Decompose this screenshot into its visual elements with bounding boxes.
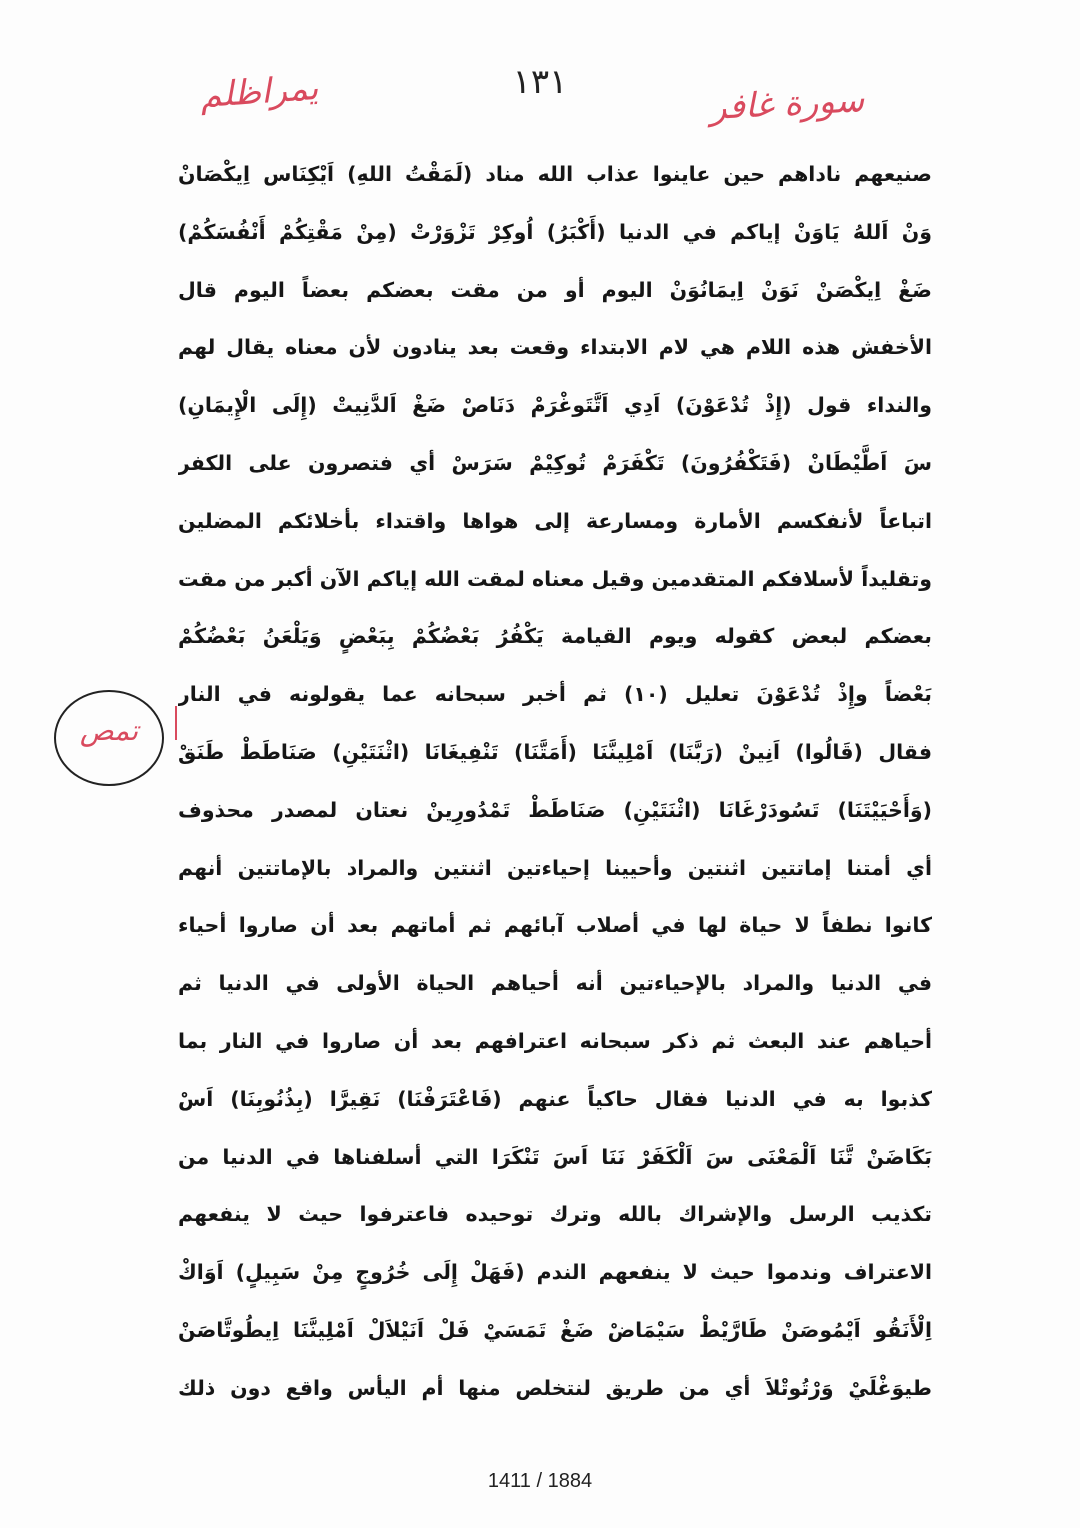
text-line: فقال (قَالُوا) اَنِينْ (رَبَّنَا) اَمْلِينَّنَا (أَمَتَّنَا) تَنْفِيغَانَا (اثْنَتَيْنِ) صَنَاطَطْ طَنَقْ <box>178 739 932 764</box>
handwritten-note-left: يمراظلم <box>198 67 320 117</box>
text-line: بَعْضاً وإِذْ تُدْعَوْنَ تعليل (١٠) ثم أخبر سبحانه عما يقولونه في النار <box>178 682 932 707</box>
text-line: بعضكم لبعض كقوله ويوم القيامة يَكْفُرُ بَعْضُكُمْ بِبَعْضٍ وَيَلْعَنُ بَعْضُكُمْ <box>178 624 932 649</box>
text-line: سَ اَطَّيْطَانْ (فَتَكْفُرُونَ) تَكْفَرَمْ تُوكِيْمْ سَرَسْ أي فتصرون على الكفر <box>178 450 932 475</box>
text-line: اِلْأَنَقُو اَيْمُوصَنْ طَارَّيْطْ سَيْمَاضْ ضَغْ تَمَسَيْ فَلْ اَنَيْلاَلْ اَمْلِينَّنَا اِيطُوتَّاصَنْ <box>178 1317 932 1342</box>
text-line: كذبوا به في الدنيا فقال حاكياً عنهم (فَاعْتَرَفْنَا) نَقِيرَّا (بِذُنُوبِنَا) اَسْ <box>178 1086 932 1111</box>
text-line: تكذيب الرسل والإشراك بالله وترك توحيده فاعترفوا حيث لا ينفعهم <box>178 1202 932 1227</box>
margin-note-text: تمص <box>79 714 139 747</box>
text-line: وتقليداً لأسلافكم المتقدمين وقيل معناه لمقت الله إياكم الآن أكبر من مقت <box>178 566 932 591</box>
text-line: طيوَغْلَيْ وَرْتُوتْلاَ أي من طريق لنتخلص منها أم اليأس واقع دون ذلك <box>178 1375 932 1400</box>
text-line: ضَغْ اِيكْصَنْ نَوَنْ اِيمَانُوَنْ اليوم أو من مقت بعضكم بعضاً اليوم قال <box>178 277 932 302</box>
text-line: بَكَاضَنْ تَّنَا اَلْمَعْنَى سَ اَلْكَفَرْ نَنَا اَسَ تَنْكَرَا التي أسلفناها في الدنيا من <box>178 1144 932 1169</box>
text-line: صنيعهم ناداهم حين عاينوا عذاب الله مناد (لَمَقْتُ اللهِ) اَيْكِنَاس اِيكْصَانْ <box>178 162 932 186</box>
text-line: أي أمتنا إماتتين اثنتين وأحيينا إحياءتين اثنتين والمراد بالإماتتين أنهم <box>178 855 932 880</box>
text-line: الأخفش هذه اللام هي لام الابتداء وقعت بعد ينادون لأن معناه يقال لهم <box>178 335 932 360</box>
page-indicator: 1411 / 1884 <box>487 1470 593 1492</box>
text-body <box>178 146 932 1418</box>
text-line: أحياهم عند البعث ثم ذكر سبحانه اعترافهم بعد أن صاروا في النار بما <box>178 1028 932 1053</box>
text-line: الاعتراف وندموا حيث لا ينفعهم الندم (فَهَلْ إِلَى خُرُوجٍ مِنْ سَبِيلٍ) اَوَاكْ <box>178 1260 932 1285</box>
text-line: في الدنيا والمراد بالإحياءتين أنه أحياهم الحياة الأولى في الدنيا ثم <box>178 971 932 996</box>
text-line: وَنْ اَللهُ يَاوَنْ إياكم في الدنيا (أَكْبَرُ) اُوكِرْ تَزْوَرْتْ (مِنْ مَقْتِكُمْ أَنْفُسَكُمْ) <box>178 219 932 244</box>
handwritten-note-right: سورة غافر <box>709 79 866 129</box>
text-line: اتباعاً لأنفكسم الأمارة ومسارعة إلى هواها واقتداء بأخلائكم المضلين <box>178 508 932 533</box>
text-line: والنداء قول (إِذْ تُدْعَوْنَ) اَدِي اَتَّتَوغْرَمْ دَنَاصْ ضَغْ اَلدَّنِيتْ (إِلَى الْإِيمَانِ) <box>178 393 932 418</box>
text-line: كانوا نطفاً لا حياة لها في أصلاب آبائهم ثم أماتهم بعد أن صاروا أحياء <box>178 913 932 938</box>
text-line: (وَأَحْيَيْتَنَا) تَسُودَرْغَانَا (اثْنَتَيْنِ) صَنَاطَطْ تَمْدُورِينْ نعتان لمصدر محذوف <box>178 797 932 822</box>
page-number: ١٣١ <box>512 62 568 102</box>
